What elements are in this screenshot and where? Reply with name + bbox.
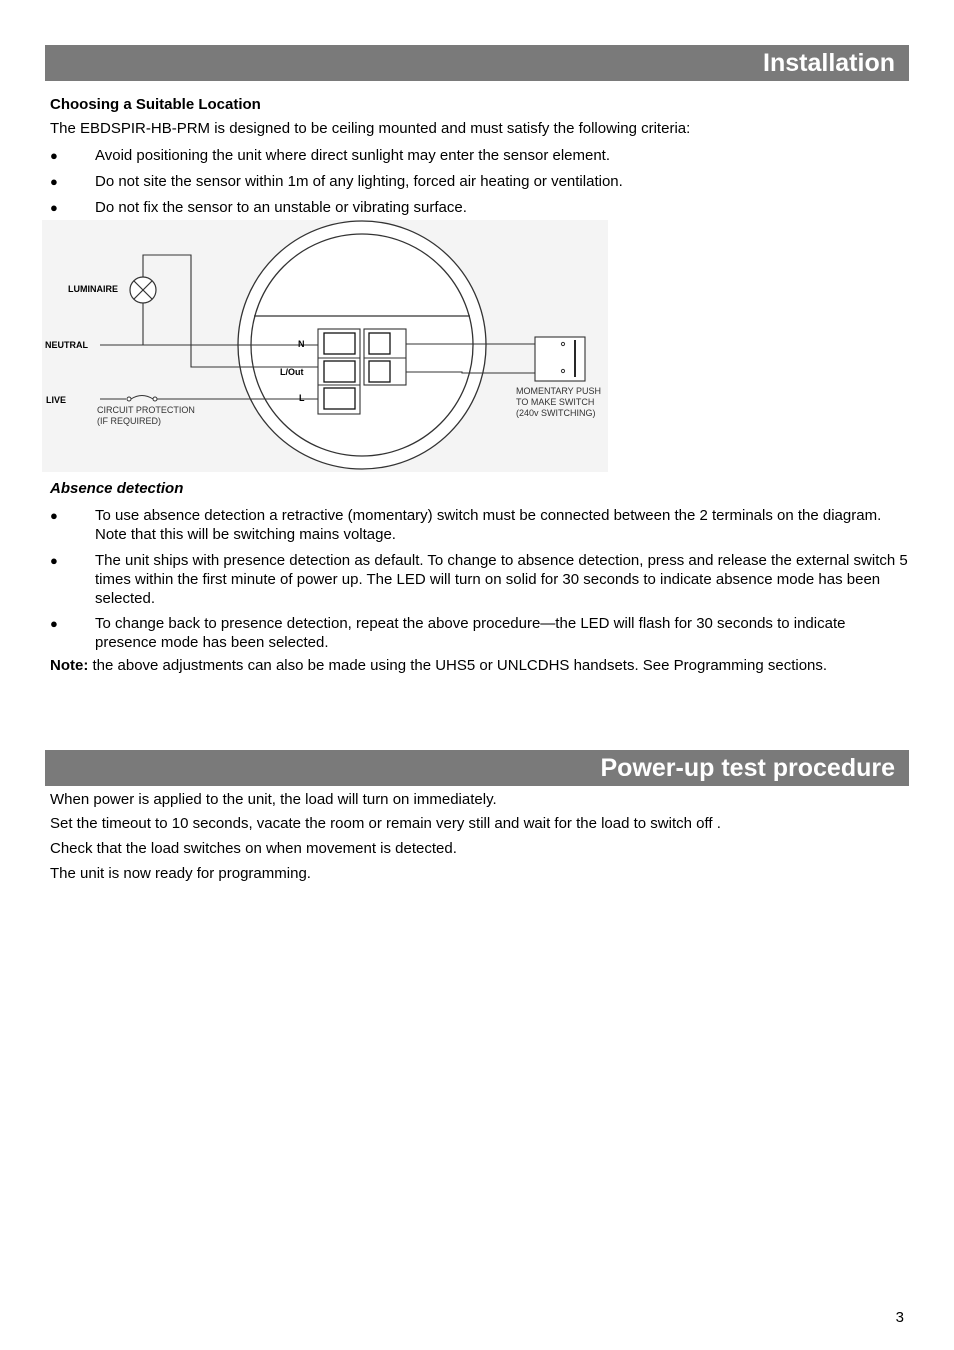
powerup-line: Check that the load switches on when movement is detected.	[50, 840, 457, 857]
label-terminal-n: N	[298, 339, 305, 349]
note-label: Note:	[50, 657, 89, 674]
bullet-icon: ●	[50, 508, 58, 523]
criteria-item: Do not site the sensor within 1m of any lighting, forced air heating or ventilation.	[95, 173, 623, 190]
label-luminaire: LUMINAIRE	[68, 284, 118, 294]
absence-title: Absence detection	[50, 480, 184, 497]
note-text: the above adjustments can also be made using the UHS5 or UNLCDHS handsets. See Programming sections.	[88, 657, 828, 674]
label-240v-switching: (240v SWITCHING)	[516, 408, 596, 418]
criteria-item: Avoid positioning the unit where direct sunlight may enter the sensor element.	[95, 147, 611, 164]
switch-terminal-2	[369, 361, 390, 382]
page-number: 3	[895, 1309, 904, 1326]
absence-item: To use absence detection a retractive (momentary) switch must be connected between the 2 terminals on the diagram. Note that this will be switching mains voltage.	[95, 507, 882, 543]
label-to-make-switch: TO MAKE SWITCH	[516, 397, 595, 407]
location-intro: The EBDSPIR-HB-PRM is designed to be ceiling mounted and must satisfy the following criteria:	[50, 120, 691, 137]
bullet-icon: ●	[50, 616, 58, 631]
terminal-n	[324, 333, 355, 354]
criteria-item: Do not fix the sensor to an unstable or vibrating surface.	[95, 199, 467, 216]
label-terminal-lout: L/Out	[280, 367, 304, 377]
powerup-line: Set the timeout to 10 seconds, vacate the room or remain very still and wait for the load to switch off .	[50, 815, 721, 832]
installation-heading: Installation	[45, 45, 909, 81]
push-switch-icon	[535, 337, 585, 381]
absence-item: To change back to presence detection, repeat the above procedure—the LED will flash for 30 seconds to indicate presence mode has been selected.	[95, 615, 846, 651]
label-circuit-protection: CIRCUIT PROTECTION	[97, 405, 195, 415]
label-if-required: (IF REQUIRED)	[97, 416, 161, 426]
label-neutral: NEUTRAL	[45, 340, 88, 350]
powerup-line: The unit is now ready for programming.	[50, 865, 311, 882]
bullet-icon: ●	[50, 200, 58, 215]
label-momentary-push: MOMENTARY PUSH	[516, 386, 602, 396]
location-title: Choosing a Suitable Location	[50, 96, 261, 113]
terminal-lout	[324, 361, 355, 382]
absence-item: The unit ships with presence detection as default. To change to absence detection, press and release the external switch 5 times within the first minute of power up. The LED will turn on solid for 30 seconds to indicate absence mode has been selected.	[95, 552, 908, 607]
label-terminal-l: L	[299, 393, 305, 403]
switch-terminal-1	[369, 333, 390, 354]
bullet-icon: ●	[50, 553, 58, 568]
terminal-l	[324, 388, 355, 409]
wiring-diagram	[42, 220, 612, 475]
powerup-line: When power is applied to the unit, the load will turn on immediately.	[50, 791, 497, 808]
bullet-icon: ●	[50, 174, 58, 189]
powerup-heading: Power-up test procedure	[45, 750, 909, 786]
fuse-icon	[127, 397, 131, 401]
bullet-icon: ●	[50, 148, 58, 163]
note-paragraph	[50, 657, 827, 675]
label-live: LIVE	[46, 395, 67, 405]
